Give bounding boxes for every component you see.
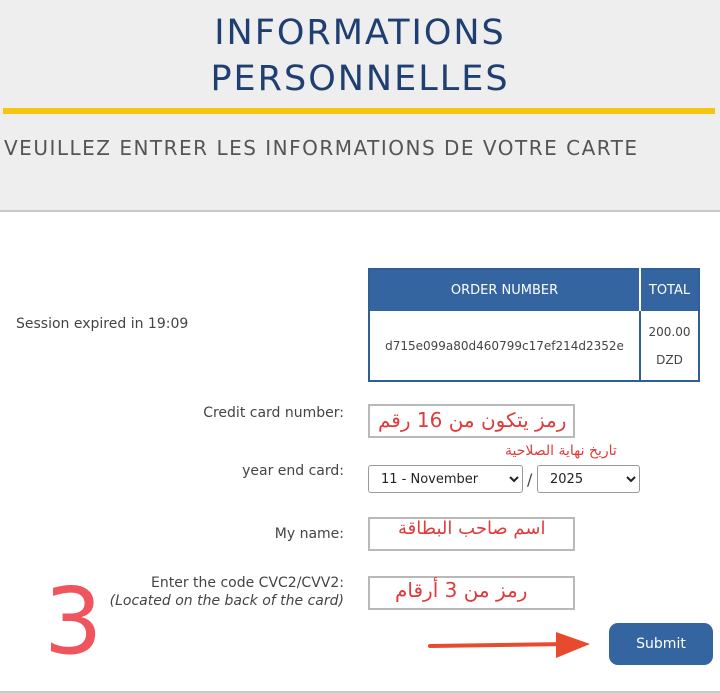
- cvc-sublabel: (Located on the back of the card): [109, 593, 344, 609]
- expiry-month-select[interactable]: [368, 465, 523, 493]
- title-line-1: INFORMATIONS: [214, 13, 506, 53]
- order-number-value: d715e099a80d460799c17ef214d2352e: [369, 311, 640, 381]
- arrow-right-icon: [428, 628, 593, 662]
- table-header-row: [369, 269, 699, 311]
- total-header: TOTAL: [640, 269, 699, 311]
- card-number-hint: رمز يتكون من 16 رقم: [378, 408, 567, 432]
- order-number-header: ORDER NUMBER: [369, 269, 640, 311]
- expiry-label: year end card:: [242, 463, 344, 479]
- total-amount: 200.00: [648, 324, 691, 339]
- expiry-year-select[interactable]: [537, 465, 640, 493]
- page-subtitle: VEUILLEZ ENTRER LES INFORMATIONS DE VOTRE CARTE: [4, 136, 639, 160]
- accent-bar: [3, 108, 715, 114]
- title-line-2: PERSONNELLES: [210, 59, 510, 99]
- total-currency: DZD: [656, 352, 683, 367]
- session-timer: Session expired in 19:09: [16, 316, 189, 332]
- submit-button[interactable]: Submit: [609, 623, 713, 665]
- name-label: My name:: [274, 526, 344, 542]
- page-header: [0, 0, 720, 212]
- table-row: [369, 311, 699, 381]
- step-number: 3: [44, 568, 103, 675]
- name-hint: اسم صاحب البطاقة: [398, 518, 546, 539]
- cvc-label: Enter the code CVC2/CVV2:: [151, 575, 344, 591]
- expiry-hint: تاريخ نهاية الصلاحية: [505, 443, 617, 459]
- page-title: [0, 10, 720, 102]
- cvc-hint: رمز من 3 أرقام: [395, 578, 528, 602]
- total-value: [640, 311, 699, 381]
- card-number-label: Credit card number:: [203, 405, 344, 421]
- date-separator: /: [527, 470, 533, 489]
- order-summary-table: [368, 268, 700, 382]
